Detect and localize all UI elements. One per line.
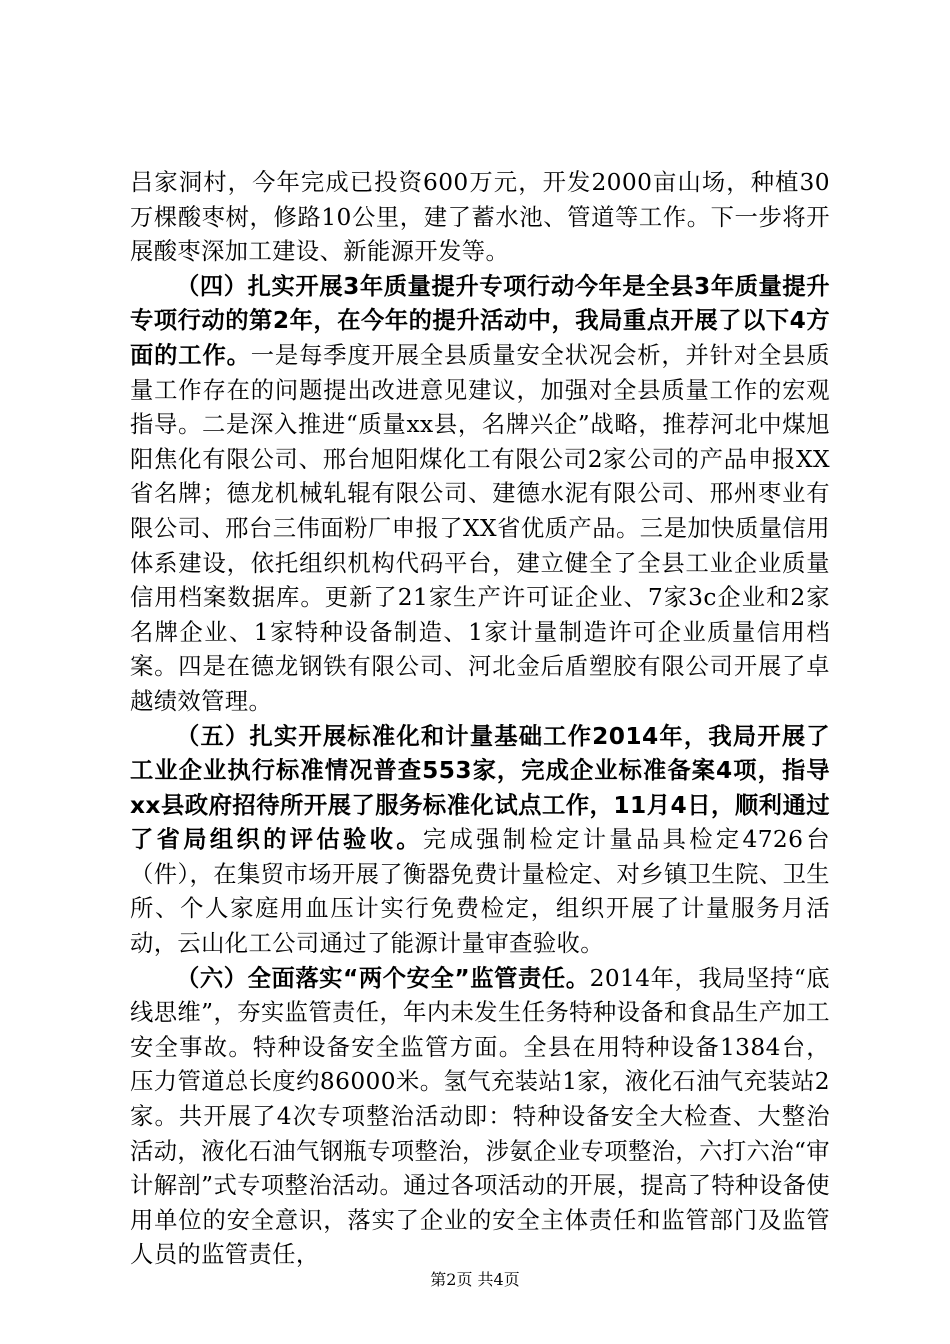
section-heading-6: （六）全面落实“两个安全”监管责任。 [176,964,590,992]
paragraph-village [130,166,830,270]
page-footer [0,1270,950,1290]
paragraph-quality-improvement-text: 一是每季度开展全县质量安全状况会析，并针对全县质量工作存在的问题提出改进意见建议，加强对全县质量工作的宏观指导。二是深入推进“质量xx县，名牌兴企”战略，推荐河北中煤旭阳焦化有限公司、邢台旭阳煤化工有限公司2家公司的产品申报XX省名牌；德龙机械轧辊有限公司、建德水泥有限公司、邢州枣业有限公司、邢台三伟面粉厂申报了XX省优质产品。三是加快质量信用体系建设，依托组织机构代码平台，建立健全了全县工业企业质量信用档案数据库。更新了21家生产许可证企业、7家3c企业和2家名牌企业、1家特种设备制造、1家计量制造许可企业质量信用档案。四是在德龙钢铁有限公司、河北金后盾塑胶有限公司开展了卓越绩效管理。 [130,341,831,715]
paragraph-standardization [130,720,830,962]
paragraph-standardization-text: 完成强制检定计量品具检定4726台（件），在集贸市场开展了衡器免费计量检定、对乡镇卫生院、卫生所、个人家庭用血压计实行免费检定，组织开展了计量服务月活动，云山化工公司通过了能源计量审查验收。 [130,826,830,958]
paragraph-safety [130,962,830,1273]
section-heading-5: （五）扎实开展标准化和计量基础工作2014年，我局开展了工业企业执行标准情况普查553家，完成企业标准备案4项，指导xx县政府招待所开展了服务标准化试点工作，11月4日，顺利通过了省局组织的评估验收。 [130,722,830,854]
paragraph-village-text: 吕家洞村，今年完成已投资600万元，开发2000亩山场，种植30万棵酸枣树，修路10公里，建了蓄水池、管道等工作。下一步将开展酸枣深加工建设、新能源开发等。 [130,169,830,266]
section-heading-4: （四）扎实开展3年质量提升专项行动今年是全县3年质量提升专项行动的第2年，在今年的提升活动中，我局重点开展了以下4方面的工作。 [130,272,830,369]
document-body [130,166,830,1273]
paragraph-safety-text: 2014年，我局坚持“底线思维”，夯实监管责任，年内未发生任务特种设备和食品生产加工安全事故。特种设备安全监管方面。全县在用特种设备1384台，压力管道总长度约86000米。氢气充装站1家，液化石油气充装站2家。共开展了4次专项整治活动即：特种设备安全大检查、大整治活动，液化石油气钢瓶专项整治，涉氨企业专项整治，六打六治“审计解剖”式专项整治活动。通过各项活动的开展，提高了特种设备使用单位的安全意识，落实了企业的安全主体责任和监管部门及监管人员的监管责任， [130,964,831,1269]
paragraph-quality-improvement [130,270,830,720]
page-number: 第2页 共4页 [430,1270,520,1289]
